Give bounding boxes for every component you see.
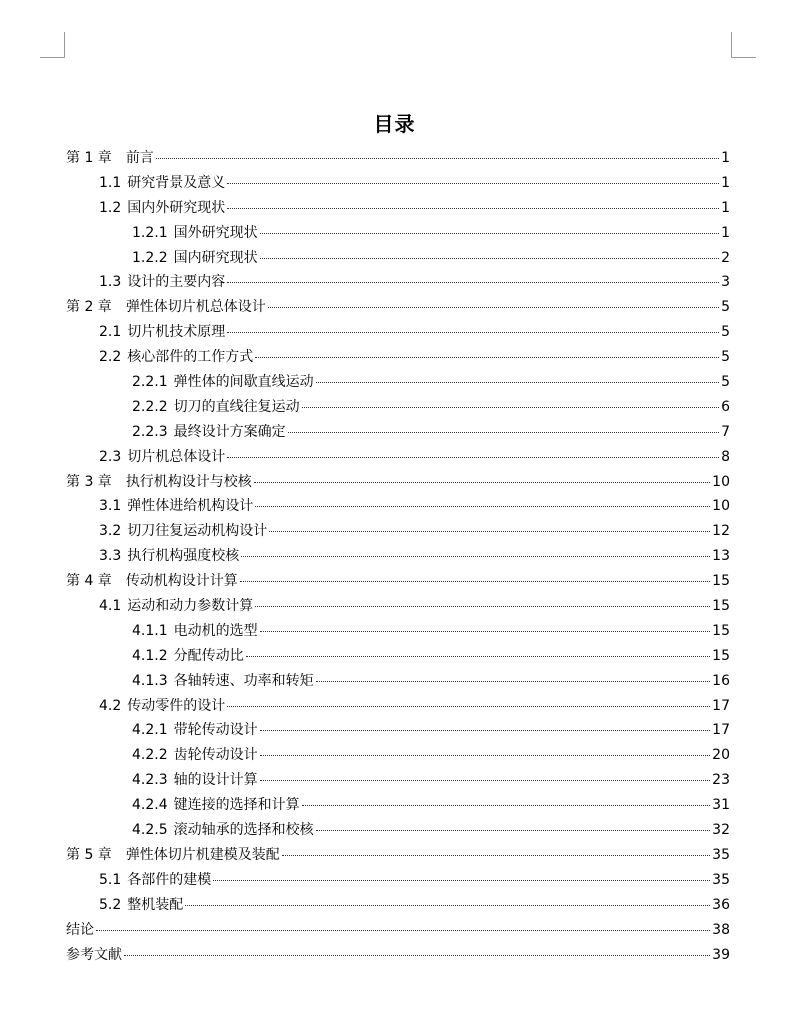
toc-entry[interactable] (66, 470, 730, 495)
toc-entry-title: 切片机技术原理 (127, 324, 226, 341)
toc-entry-title: 整机装配 (127, 896, 184, 913)
dot-leader (316, 681, 711, 682)
toc-entry-title: 设计的主要内容 (127, 274, 226, 291)
toc-entry[interactable] (66, 519, 730, 544)
dot-leader (254, 482, 710, 483)
toc-entry-page-number: 15 (712, 622, 730, 639)
toc-entry[interactable] (66, 221, 730, 246)
toc-entry-page-number: 17 (712, 722, 730, 739)
toc-entry-title: 执行机构设计与校核 (125, 473, 252, 490)
toc-entry[interactable] (66, 445, 730, 470)
toc-entry[interactable] (66, 694, 730, 719)
toc-entry-title: 带轮传动设计 (173, 722, 258, 739)
toc-entry-title: 弹性体切片机总体设计 (125, 299, 266, 316)
toc-entry[interactable] (66, 743, 730, 768)
toc-entry-number: 第 4 章 (66, 573, 112, 590)
toc-entry-number: 第 3 章 (66, 473, 112, 490)
toc-entry[interactable] (66, 669, 730, 694)
dot-leader (260, 755, 711, 756)
toc-entry-number: 1.3 (99, 274, 122, 291)
dot-leader (302, 805, 711, 806)
dot-leader (96, 930, 710, 931)
toc-entry[interactable] (66, 320, 730, 345)
dot-leader (260, 258, 719, 259)
toc-entry[interactable] (66, 494, 730, 519)
toc-entry-number: 2.3 (99, 448, 122, 465)
toc-entry-number: 第 1 章 (66, 150, 112, 166)
toc-entry[interactable] (66, 146, 730, 171)
toc-entry-page-number: 1 (721, 224, 730, 241)
dot-leader (260, 631, 711, 632)
crop-mark-top-left (64, 32, 65, 58)
toc-entry-title: 运动和动力参数计算 (127, 598, 254, 615)
toc-entry-number: 3.2 (99, 523, 122, 540)
toc-entry-page-number: 10 (712, 498, 730, 515)
toc-entry[interactable] (66, 868, 730, 893)
toc-entry-page-number: 1 (721, 174, 730, 191)
toc-entry-number: 4.2.1 (132, 722, 168, 739)
toc-entry-page-number: 6 (721, 398, 730, 415)
dot-leader (240, 581, 710, 582)
table-of-contents (66, 146, 730, 967)
dot-leader (213, 880, 710, 881)
toc-entry-number: 2.2 (99, 349, 122, 366)
toc-entry-title: 切刀往复运动机构设计 (127, 523, 268, 540)
toc-entry[interactable] (66, 569, 730, 594)
dot-leader (227, 332, 719, 333)
toc-entry-title: 前言 (125, 150, 154, 166)
toc-entry-title: 最终设计方案确定 (173, 423, 286, 440)
toc-entry[interactable] (66, 295, 730, 320)
toc-entry-title: 结论 (66, 921, 94, 938)
toc-entry[interactable] (66, 270, 730, 295)
toc-entry-title: 键连接的选择和计算 (173, 797, 300, 814)
toc-entry-page-number: 15 (712, 647, 730, 664)
crop-mark-top-right (731, 32, 732, 58)
toc-entry-page-number: 39 (712, 946, 730, 963)
toc-entry-number: 4.2.3 (132, 772, 168, 789)
toc-entry[interactable] (66, 544, 730, 569)
toc-entry-number: 3.1 (99, 498, 122, 515)
toc-entry-number: 5.2 (99, 896, 122, 913)
toc-entry[interactable] (66, 370, 730, 395)
toc-entry-number: 4.1 (99, 598, 122, 615)
toc-entry[interactable] (66, 818, 730, 843)
dot-leader (269, 531, 710, 532)
toc-entry-title: 弹性体切片机建模及装配 (125, 846, 280, 863)
toc-entry-number: 4.2.2 (132, 747, 168, 764)
toc-entry[interactable] (66, 619, 730, 644)
toc-entry[interactable] (66, 594, 730, 619)
toc-entry-title: 各轴转速、功率和转矩 (173, 672, 314, 689)
toc-entry-number: 2.1 (99, 324, 122, 341)
crop-mark-top-right (731, 57, 756, 58)
toc-entry-page-number: 16 (712, 672, 730, 689)
toc-entry-page-number: 35 (712, 846, 730, 863)
dot-leader (246, 656, 711, 657)
toc-entry-title: 电动机的选型 (173, 622, 258, 639)
dot-leader (316, 382, 719, 383)
toc-entry-page-number: 5 (721, 299, 730, 316)
dot-leader (227, 208, 719, 209)
toc-entry-title: 轴的设计计算 (173, 772, 258, 789)
toc-entry-number: 2.2.3 (132, 423, 168, 440)
toc-entry[interactable] (66, 768, 730, 793)
toc-entry-page-number: 5 (721, 349, 730, 366)
toc-entry-title: 齿轮传动设计 (173, 747, 258, 764)
toc-entry[interactable] (66, 644, 730, 669)
toc-entry-title: 执行机构强度校核 (127, 548, 240, 565)
toc-title: 目录 (373, 112, 416, 136)
toc-entry[interactable] (66, 843, 730, 868)
dot-leader (185, 905, 710, 906)
toc-entry[interactable] (66, 246, 730, 271)
toc-entry-number: 4.2.4 (132, 797, 168, 814)
dot-leader (302, 407, 719, 408)
toc-entry-number: 2.2.2 (132, 398, 168, 415)
toc-entry-number: 5.1 (99, 871, 122, 888)
toc-entry[interactable] (66, 793, 730, 818)
dot-leader (227, 706, 710, 707)
toc-entry-number: 3.3 (99, 548, 122, 565)
toc-entry-number: 1.2.2 (132, 249, 168, 266)
toc-entry-page-number: 1 (721, 199, 730, 216)
toc-entry-number: 4.2 (99, 697, 122, 714)
toc-entry-page-number: 1 (721, 150, 730, 166)
toc-entry-page-number: 23 (712, 772, 730, 789)
dot-leader (241, 556, 710, 557)
toc-entry-page-number: 31 (712, 797, 730, 814)
toc-entry-number: 2.2.1 (132, 374, 168, 391)
dot-leader (260, 730, 711, 731)
dot-leader (268, 307, 719, 308)
toc-entry-number: 4.1.3 (132, 672, 168, 689)
toc-entry-page-number: 32 (712, 822, 730, 839)
dot-leader (124, 955, 710, 956)
toc-entry-page-number: 3 (721, 274, 730, 291)
toc-entry-page-number: 8 (721, 448, 730, 465)
toc-entry-number: 第 5 章 (66, 846, 112, 863)
toc-entry-title: 分配传动比 (173, 647, 244, 664)
dot-leader (255, 506, 710, 507)
toc-entry-page-number: 15 (712, 598, 730, 615)
toc-entry-page-number: 35 (712, 871, 730, 888)
toc-entry-page-number: 36 (712, 896, 730, 913)
toc-entry-page-number: 20 (712, 747, 730, 764)
toc-entry[interactable] (66, 718, 730, 743)
dot-leader (227, 183, 719, 184)
toc-entry[interactable] (66, 171, 730, 196)
toc-entry-title: 各部件的建模 (127, 871, 212, 888)
dot-leader (156, 158, 719, 159)
dot-leader (255, 606, 710, 607)
dot-leader (227, 457, 719, 458)
toc-entry-title: 传动机构设计计算 (125, 573, 238, 590)
dot-leader (260, 780, 711, 781)
toc-entry-title: 研究背景及意义 (127, 174, 226, 191)
crop-mark-top-left (40, 57, 65, 58)
toc-entry-title: 国内研究现状 (173, 249, 258, 266)
dot-leader (288, 432, 719, 433)
toc-entry-page-number: 7 (721, 423, 730, 440)
toc-entry-title: 传动零件的设计 (127, 697, 226, 714)
toc-entry-title: 弹性体进给机构设计 (127, 498, 254, 515)
toc-entry-page-number: 5 (721, 324, 730, 341)
toc-entry-title: 国外研究现状 (173, 224, 258, 241)
toc-entry[interactable] (66, 918, 730, 943)
toc-entry-page-number: 17 (712, 697, 730, 714)
toc-entry-number: 4.1.2 (132, 647, 168, 664)
toc-entry-title: 切刀的直线往复运动 (173, 398, 300, 415)
toc-entry[interactable] (66, 345, 730, 370)
toc-entry-number: 1.2.1 (132, 224, 168, 241)
toc-entry-title: 弹性体的间歇直线运动 (173, 374, 314, 391)
toc-entry[interactable] (66, 893, 730, 918)
toc-entry[interactable] (66, 196, 730, 221)
toc-entry-number: 1.2 (99, 199, 122, 216)
dot-leader (316, 830, 711, 831)
dot-leader (227, 282, 719, 283)
toc-entry-title: 滚动轴承的选择和校核 (173, 822, 314, 839)
toc-entry[interactable] (66, 420, 730, 445)
toc-entry-title: 参考文献 (66, 946, 122, 963)
toc-entry-page-number: 15 (712, 573, 730, 590)
toc-entry-page-number: 38 (712, 921, 730, 938)
dot-leader (255, 357, 719, 358)
toc-entry-page-number: 12 (712, 523, 730, 540)
toc-entry-page-number: 2 (721, 249, 730, 266)
toc-entry-number: 4.2.5 (132, 822, 168, 839)
toc-entry-title: 核心部件的工作方式 (127, 349, 254, 366)
dot-leader (282, 855, 710, 856)
toc-entry-number: 4.1.1 (132, 622, 168, 639)
toc-entry-page-number: 13 (712, 548, 730, 565)
toc-entry-number: 第 2 章 (66, 299, 112, 316)
toc-entry[interactable] (66, 395, 730, 420)
dot-leader (260, 233, 719, 234)
toc-entry-page-number: 10 (712, 473, 730, 490)
toc-entry-title: 切片机总体设计 (127, 448, 226, 465)
toc-entry[interactable] (66, 943, 730, 968)
toc-entry-page-number: 5 (721, 374, 730, 391)
toc-entry-number: 1.1 (99, 174, 122, 191)
toc-entry-title: 国内外研究现状 (127, 199, 226, 216)
